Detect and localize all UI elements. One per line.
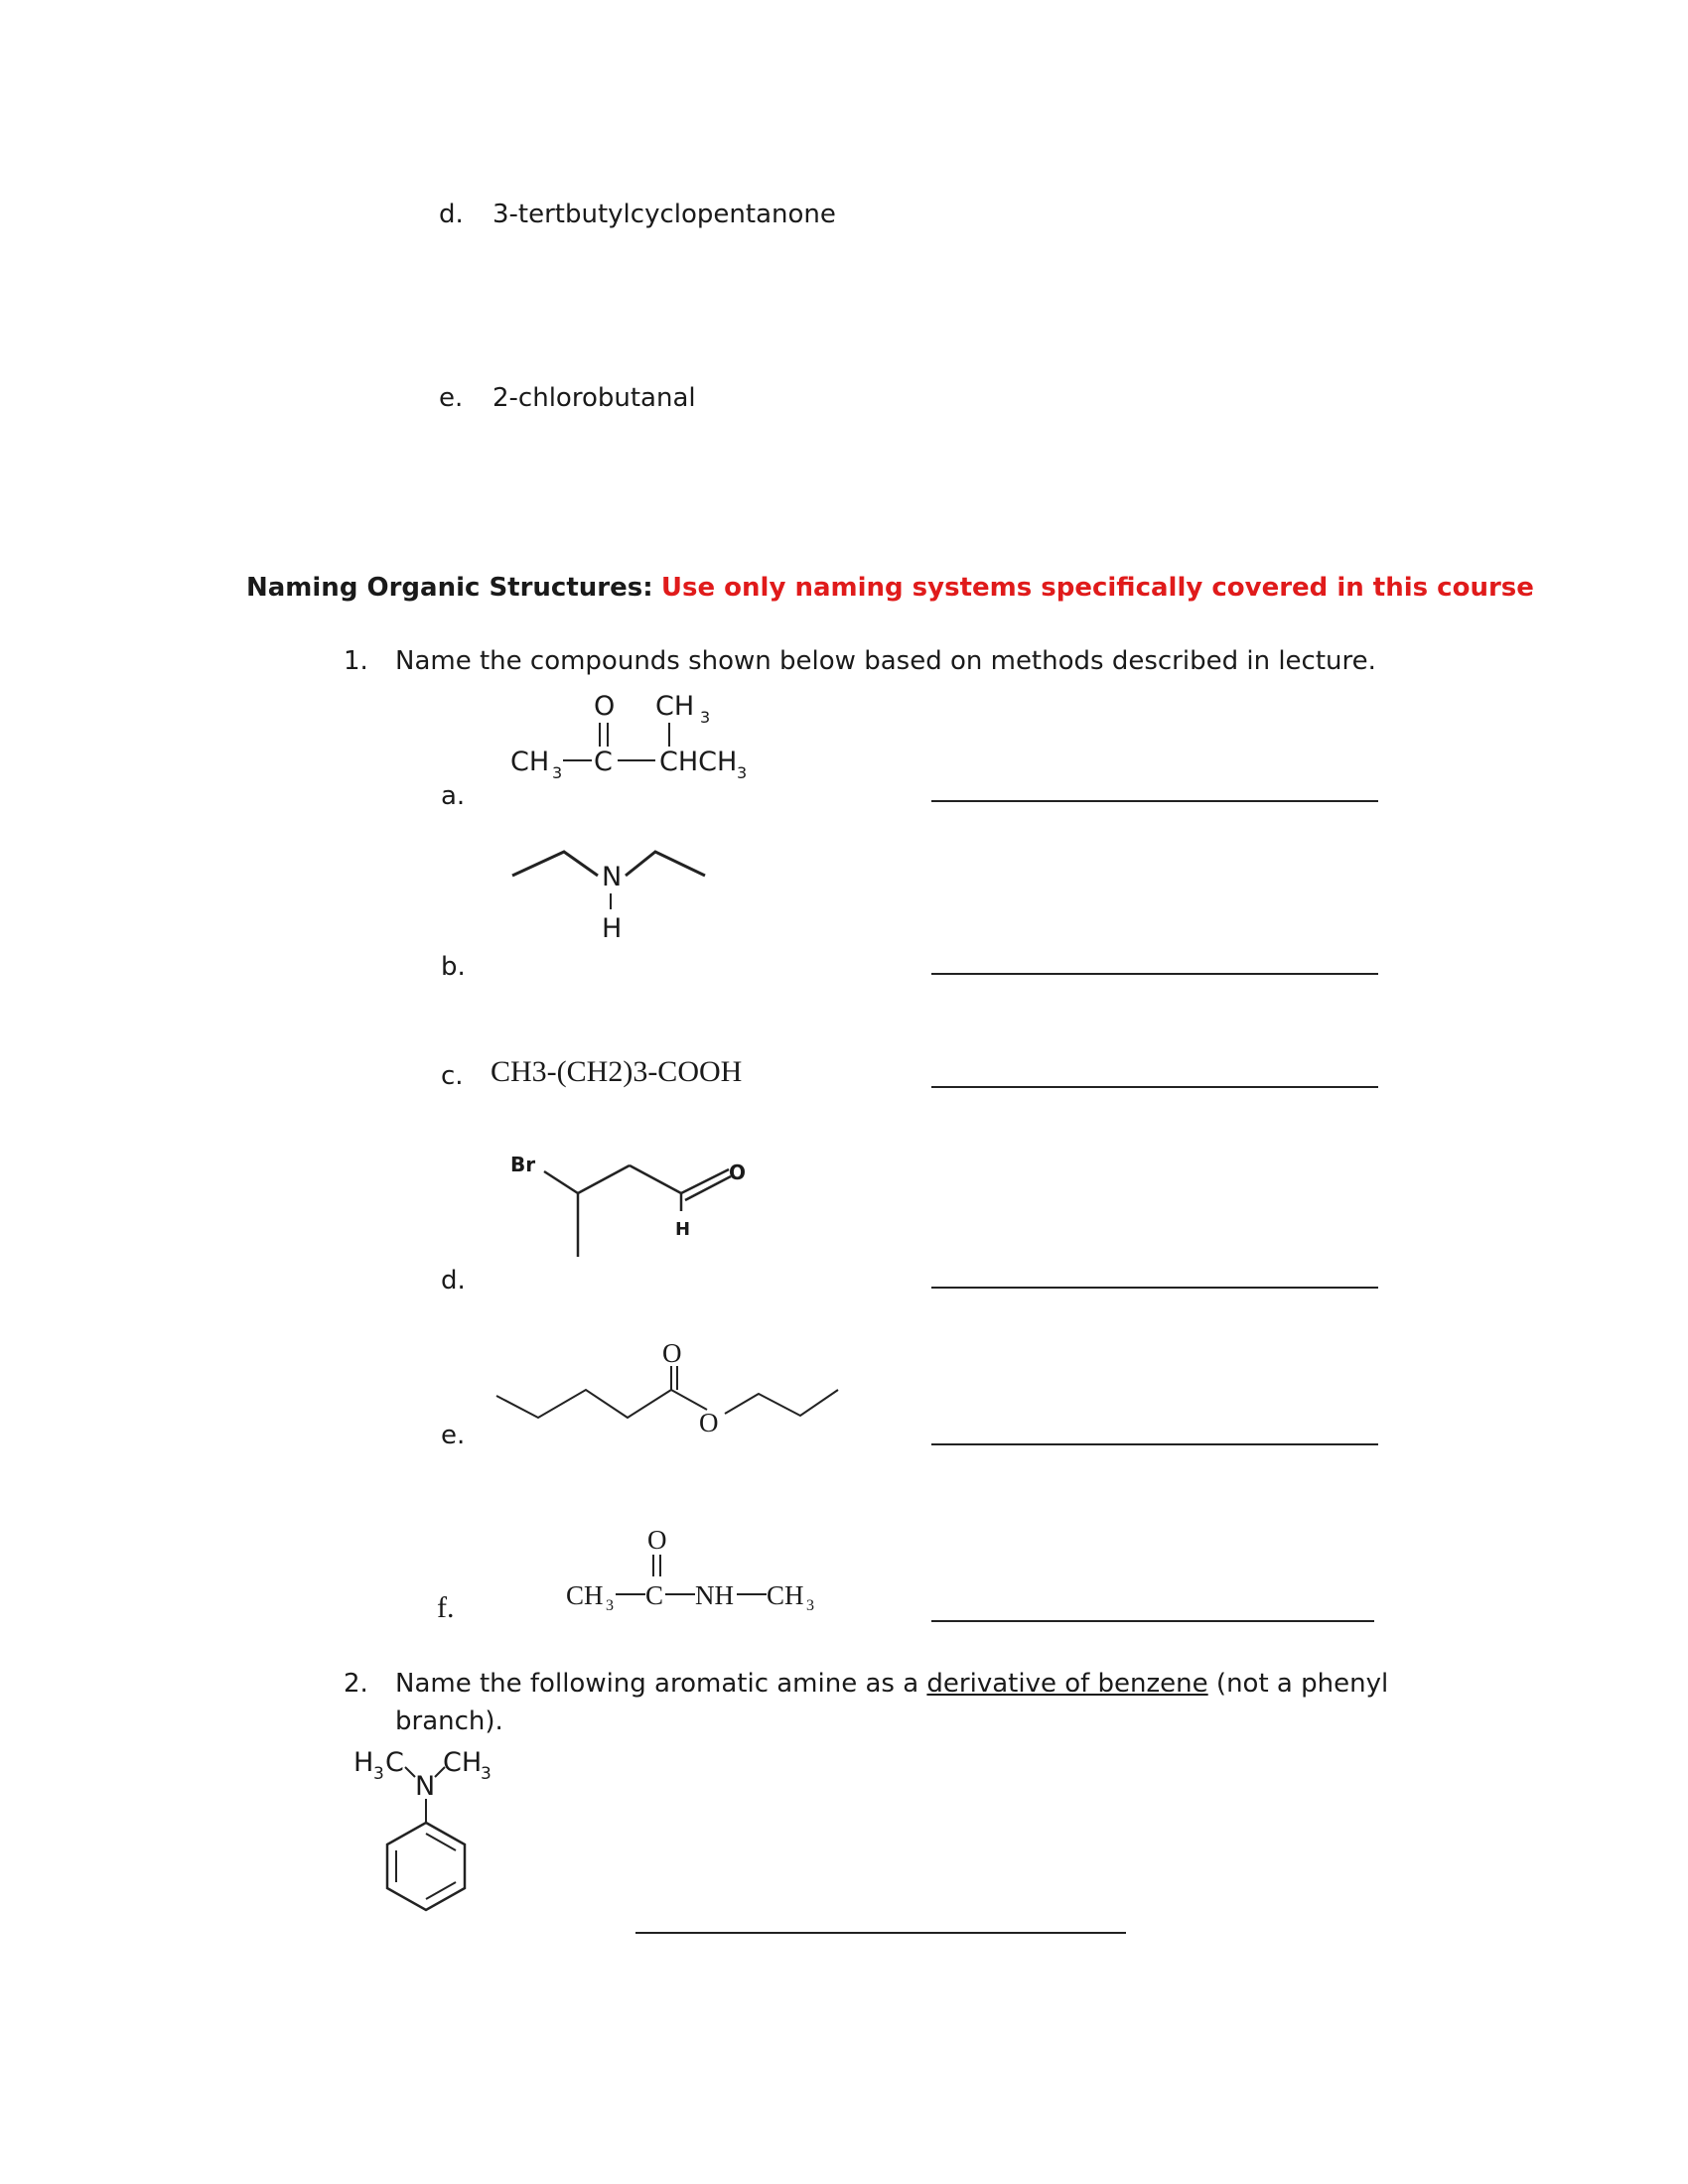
label-br: Br <box>510 1153 536 1176</box>
label-chch3: CHCH <box>659 747 738 777</box>
q2-prompt-b: (not a phenyl <box>1207 1669 1389 1699</box>
item-c-formula: CH3-(CH2)3-COOH <box>491 1055 743 1088</box>
label-h: H <box>602 913 623 944</box>
label-ch3-top: CH <box>655 691 695 722</box>
label-ch3: CH <box>443 1747 483 1778</box>
q2-prompt-underlined: derivative of benzene <box>926 1669 1208 1699</box>
label-c: C <box>645 1580 664 1610</box>
prev-item-d-text: 3-tertbutylcyclopentanone <box>492 200 836 229</box>
prev-item-e-text: 2-chlorobutanal <box>492 383 696 413</box>
structure-f <box>558 1519 846 1618</box>
structure-d <box>496 1142 765 1271</box>
item-c-letter: c. <box>441 1061 464 1091</box>
label-o-ether: O <box>699 1408 719 1435</box>
section-title: Naming Organic Structures: <box>246 573 653 603</box>
label-n: N <box>415 1771 436 1802</box>
label-sub: 3 <box>606 1597 614 1614</box>
label-n: N <box>602 862 623 892</box>
prev-item-d-letter: d. <box>439 200 464 229</box>
item-b-letter: b. <box>441 952 466 982</box>
answer-line-a[interactable] <box>931 800 1378 802</box>
label-sub: 3 <box>700 708 711 727</box>
answer-line-q2[interactable] <box>635 1932 1126 1934</box>
label-sub: 3 <box>737 763 748 782</box>
section-heading <box>246 572 1534 604</box>
label-sub: 3 <box>552 763 563 782</box>
structure-q2 <box>348 1737 546 1926</box>
answer-line-f[interactable] <box>931 1620 1374 1622</box>
label-o-carbonyl: O <box>662 1338 682 1368</box>
label-h: H <box>675 1219 691 1240</box>
q2-number: 2. <box>344 1669 368 1699</box>
label-sub: 3 <box>481 1764 492 1784</box>
answer-line-b[interactable] <box>931 973 1378 975</box>
item-f-letter: f. <box>437 1591 455 1624</box>
q1-number: 1. <box>344 646 368 676</box>
q2-prompt-line2: branch). <box>395 1706 503 1736</box>
label-nh: NH <box>695 1580 734 1610</box>
label-ch3-right: CH <box>767 1580 804 1610</box>
label-o: O <box>647 1525 667 1555</box>
item-d-letter: d. <box>441 1266 466 1296</box>
prev-item-e-letter: e. <box>439 383 464 413</box>
label-ch3-left: CH <box>510 747 550 777</box>
label-h: H <box>353 1747 374 1778</box>
label-sub: 3 <box>373 1764 384 1784</box>
answer-line-d[interactable] <box>931 1287 1378 1289</box>
structure-e <box>491 1326 848 1435</box>
q2-prompt-a: Name the following aromatic amine as a <box>395 1669 927 1699</box>
structure-a <box>496 683 784 802</box>
structure-b <box>506 834 725 953</box>
label-sub: 3 <box>806 1597 814 1614</box>
section-note: Use only naming systems specifically covered in this course <box>660 573 1534 603</box>
label-c: C <box>594 747 613 777</box>
label-o: O <box>594 691 616 722</box>
label-c: C <box>385 1747 404 1778</box>
label-ch3-left: CH <box>566 1580 604 1610</box>
answer-line-c[interactable] <box>931 1086 1378 1088</box>
answer-line-e[interactable] <box>931 1443 1378 1445</box>
q1-prompt: Name the compounds shown below based on methods described in lecture. <box>395 646 1376 676</box>
label-o: O <box>729 1160 747 1184</box>
item-e-letter: e. <box>441 1421 466 1450</box>
q2-prompt-line1 <box>395 1668 1388 1700</box>
item-a-letter: a. <box>441 781 466 811</box>
